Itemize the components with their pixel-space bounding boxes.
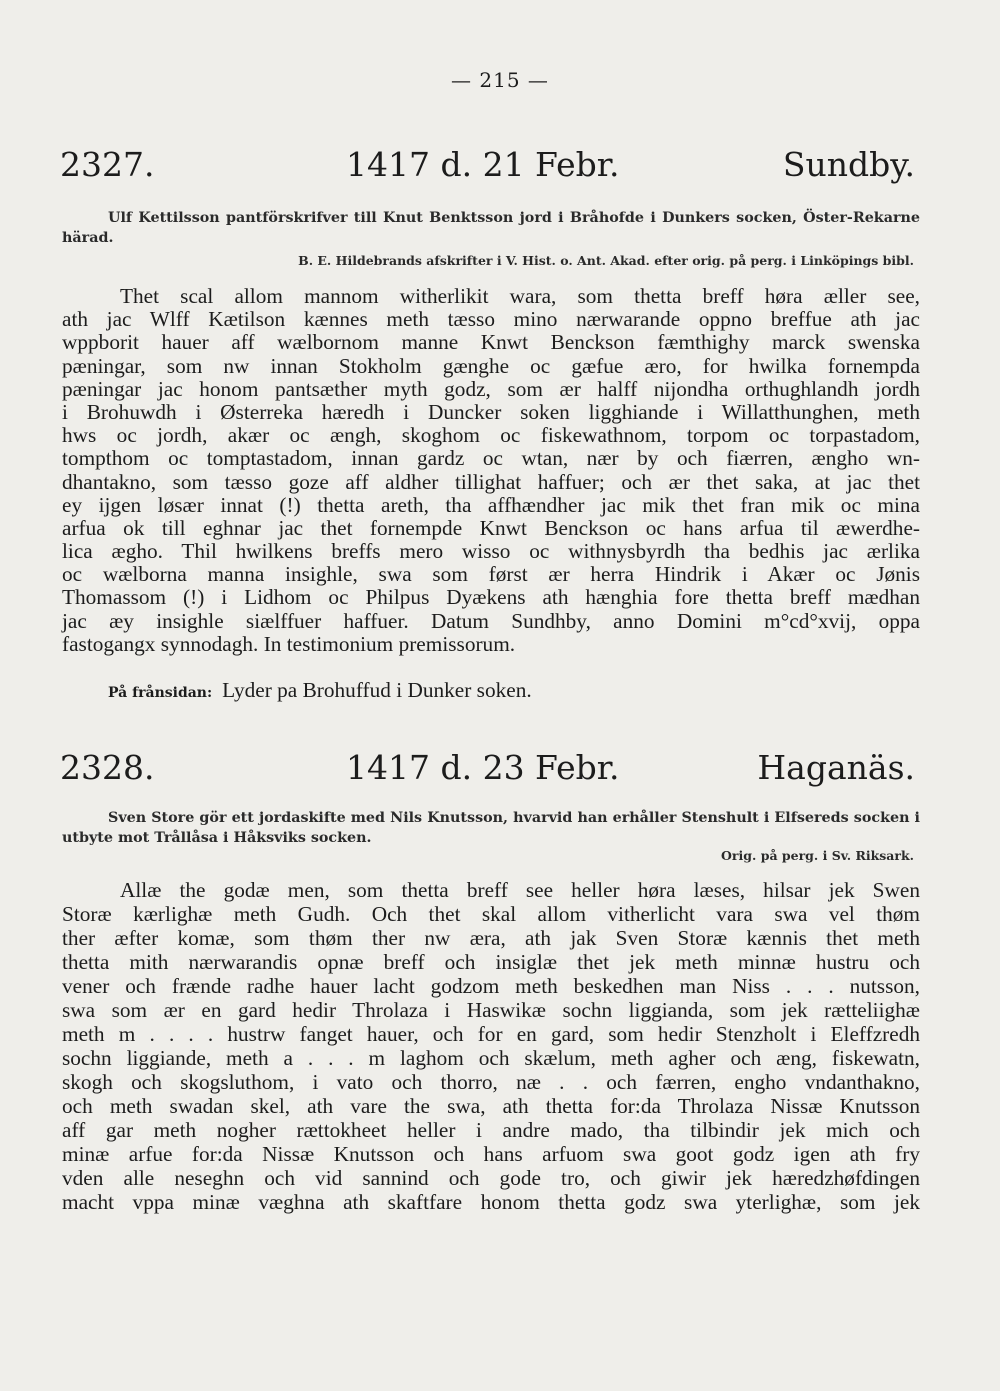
text-line: sochn liggiande, meth a . . . m laghom och skælum, meth agher och æng, fiskewatn, (62, 1046, 920, 1070)
entry-number: 2327. (60, 145, 155, 184)
entry-date: 1417 d. 23 Febr. (346, 748, 620, 787)
entry-summary: Sven Store gör ett jordaskifte med Nils Knutsson, hvarvid han erhåller Stenshult i Elfsereds socken i utbyte mot Trållåsa i Håksviks socken. (62, 810, 920, 846)
text-line: lica ægho. Thil hwilkens breffs mero wisso oc withnysbyrdh tha bedhis jac ærlika (62, 539, 920, 564)
text-line: swa som ær en gard hedir Throlaza i Haswikæ sochn liggianda, som jek rætteliighæ (62, 998, 920, 1022)
text-line: fastogangx synnodagh. In testimonium premissorum. (62, 631, 516, 656)
entry-text (62, 285, 920, 656)
text-line: pæningar, som nw innan Stokholm gænghe oc gæfue æro, for hwilka fornempda (62, 353, 920, 378)
page-number: — 215 — (451, 68, 549, 92)
entry-header (60, 142, 915, 188)
text-line: Thet scal allom mannom witherlikit wara, som thetta breff høra æller see, (120, 284, 920, 308)
text-line: jac æy insighle siælffuer haffuer. Datum Sundhby, anno Domini m°cd°xvij, oppa (62, 608, 920, 633)
entry-source: Orig. på perg. i Sv. Riksark. (721, 848, 914, 863)
entry-date: 1417 d. 21 Febr. (346, 145, 620, 184)
entry-source: B. E. Hildebrands afskrifter i V. Hist. o. Ant. Akad. efter orig. på perg. i Linköpings bibl. (298, 253, 914, 268)
text-line: skogh och skogsluthom, i vato och thorro, næ . . och færren, engho vndanthakno, (62, 1070, 920, 1094)
text-line: vener och frænde radhe hauer lacht godzom meth beskedhen man Niss . . . nutsson, (62, 974, 920, 998)
text-line: Thomassom (!) i Lidhom oc Philpus Dyækens ath hænghia fore thetta breff mædhan (62, 585, 920, 610)
text-line: thetta mith nærwarandis opnæ breff och insiglæ thet jek meth minnæ hustru och (62, 950, 920, 974)
entry-header (60, 745, 915, 791)
text-line: meth m . . . . hustrw fanget hauer, och for en gard, som hedir Stenzholt i Eleffzredh (62, 1022, 920, 1046)
text-line: wppborit hauer aff wælbornom manne Knwt Benckson fæmthighy marck swenska (62, 330, 920, 355)
text-line: ey ijgen løsær innat (!) thetta areth, tha affhændher jac mik thet fran mik oc mina (62, 492, 920, 517)
text-line: ath jac Wlff Kætilson kænnes meth tæsso mino nærwarande oppno breffue ath jac (62, 307, 920, 332)
text-line: hws oc jordh, akær oc ængh, skoghom oc fiskewathnom, torpom oc torpastadom, (62, 423, 920, 448)
entry-place: Sundby. (782, 145, 915, 184)
text-line: aff gar meth nogher rættokheet heller i andre mado, tha tilbindir jek mich och (62, 1118, 920, 1142)
text-line: ther æfter komæ, som thøm ther nw æra, ath jak Sven Storæ kænnis thet meth (62, 926, 920, 950)
text-line: arfua ok till eghnar jac thet fornempde Knwt Benckson oc hans arfua til æwerdhe- (62, 515, 920, 540)
entry-text (62, 878, 920, 1214)
text-line: dhantakno, som tæsso goze aff aldher tillighat haffuer; och ær thet saka, at jac thet (62, 469, 920, 494)
text-line: Allæ the godæ men, som thetta breff see heller høra læses, hilsar jek Swen (120, 878, 920, 902)
text-line: och meth swadan skel, ath vare the swa, ath thetta for:da Throlaza Nissæ Knutsson (62, 1094, 920, 1118)
text-line: oc wælborna manna insighle, swa som først ær herra Hindrik i Akær oc Jønis (62, 562, 920, 587)
text-line: vden alle neseghn och vid sannind och gode tro, och giwir jek hæredzhøfdingen (62, 1166, 920, 1190)
text-line: pæningar jac honom pantsæther myth godz, som ær halff nijondha orthughlandh jordh (62, 376, 920, 401)
reverse-label: På frånsidan: (108, 685, 213, 701)
entry-summary: Ulf Kettilsson pantförskrifver till Knut Benktsson jord i Bråhofde i Dunkers socken, Öster-Rekarne härad. (62, 210, 920, 246)
reverse-note (108, 678, 532, 705)
entry-place: Haganäs. (757, 748, 915, 787)
text-line: tompthom oc tomptastadom, innan gardz oc wtan, nær by och fiærren, ængho wn- (62, 446, 920, 471)
text-line: macht vppa minæ væghna ath skaftfare honom thetta godz swa yterlighæ, som jek (62, 1190, 920, 1214)
text-line: Storæ kærlighæ meth Gudh. Och thet skal allom vitherlicht vara swa vel thøm (62, 902, 920, 926)
entry-number: 2328. (60, 748, 155, 787)
text-line: i Brohuwdh i Østerreka hæredh i Duncker soken ligghiande i Willatthunghen, meth (62, 399, 920, 424)
text-line: minæ arfue for:da Nissæ Knutsson och hans arfuom swa goot godz igen ath fry (62, 1142, 920, 1166)
reverse-text: Lyder pa Brohuffud i Dunker soken. (222, 678, 532, 702)
